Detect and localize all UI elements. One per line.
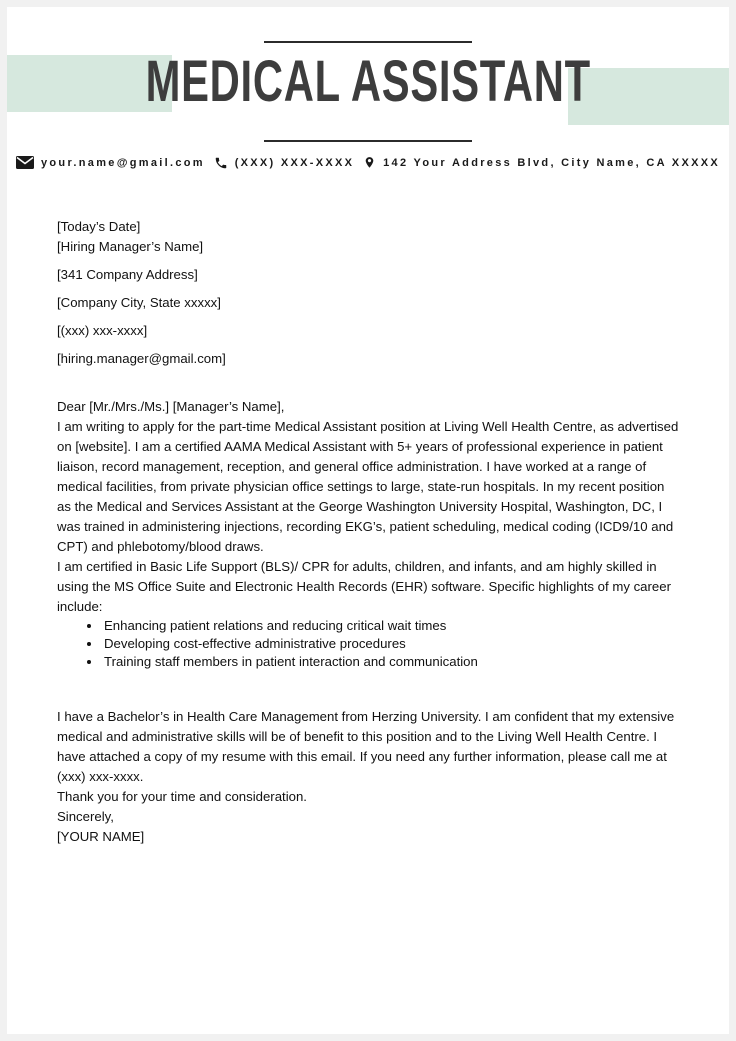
contact-phone-text: (XXX) XXX-XXXX (234, 156, 355, 169)
recipient-phone: [(xxx) xxx-xxxx] (57, 323, 148, 338)
email-icon (16, 156, 34, 169)
phone-icon (214, 156, 228, 170)
contact-address-text: 142 Your Address Blvd, City Name, CA XXXXX (383, 156, 720, 169)
recipient-address: [341 Company Address] (57, 267, 198, 282)
salutation: Dear [Mr./Mrs./Ms.] [Manager’s Name], (57, 399, 285, 414)
recipient-city: [Company City, State xxxxx] (57, 295, 221, 310)
signoff: Sincerely, (57, 809, 114, 824)
signature-placeholder: [YOUR NAME] (57, 829, 145, 844)
contact-address (363, 155, 720, 170)
header-divider-top (264, 41, 472, 43)
recipient-name: [Hiring Manager’s Name] (57, 239, 204, 254)
highlights-list (57, 617, 679, 671)
date-placeholder: [Today’s Date] (57, 219, 141, 234)
recipient-email: [hiring.manager@gmail.com] (57, 351, 226, 366)
page-title: MEDICAL ASSISTANT (145, 49, 591, 114)
highlight-item: • Training staff members in patient interaction and communication (102, 653, 679, 671)
header-divider-bottom (264, 140, 472, 142)
contact-email (16, 156, 205, 169)
contact-phone (214, 156, 355, 170)
body-paragraph-2: I am certified in Basic Life Support (BLS)/ CPR for adults, children, and infants, and am highly skilled in using the MS Office Suite and Electronic Health Records (EHR) software. Specific highlights of my career include: (57, 559, 671, 614)
highlight-item: • Developing cost-effective administrative procedures (102, 635, 679, 653)
body-paragraph-3: I have a Bachelor’s in Health Care Management from Herzing University. I am confident that my extensive medical and administrative skills will be of benefit to this position and to the Living Well Health Centre. I have attached a copy of my resume with this email. If you need any further information, please call me at (xxx) xxx-xxxx. (57, 709, 675, 784)
closing-line: Thank you for your time and consideration. (57, 789, 307, 804)
highlight-item: • Enhancing patient relations and reducing critical wait times (102, 617, 679, 635)
contact-bar (16, 155, 720, 170)
contact-email-text: your.name@gmail.com (41, 156, 205, 169)
letter-body (57, 217, 679, 847)
recipient-block (57, 237, 679, 369)
location-pin-icon (363, 155, 376, 170)
body-paragraph-1: I am writing to apply for the part-time Medical Assistant position at Living Well Health Centre, as advertised on [website]. I am a certified AAMA Medical Assistant with 5+ years of professional experience in patient liaison, record management, reception, and general office administration. I have worked at a range of medical facilities, from private physician office settings to large, state-run hospitals. In my recent position as the Medical and Services Assistant at the George Washington University Hospital, Washington, DC, I was trained in administering injections, recording EKG’s, patient scheduling, medical coding (ICD9/10 and CPT) and phlebotomy/blood draws. (57, 419, 679, 554)
